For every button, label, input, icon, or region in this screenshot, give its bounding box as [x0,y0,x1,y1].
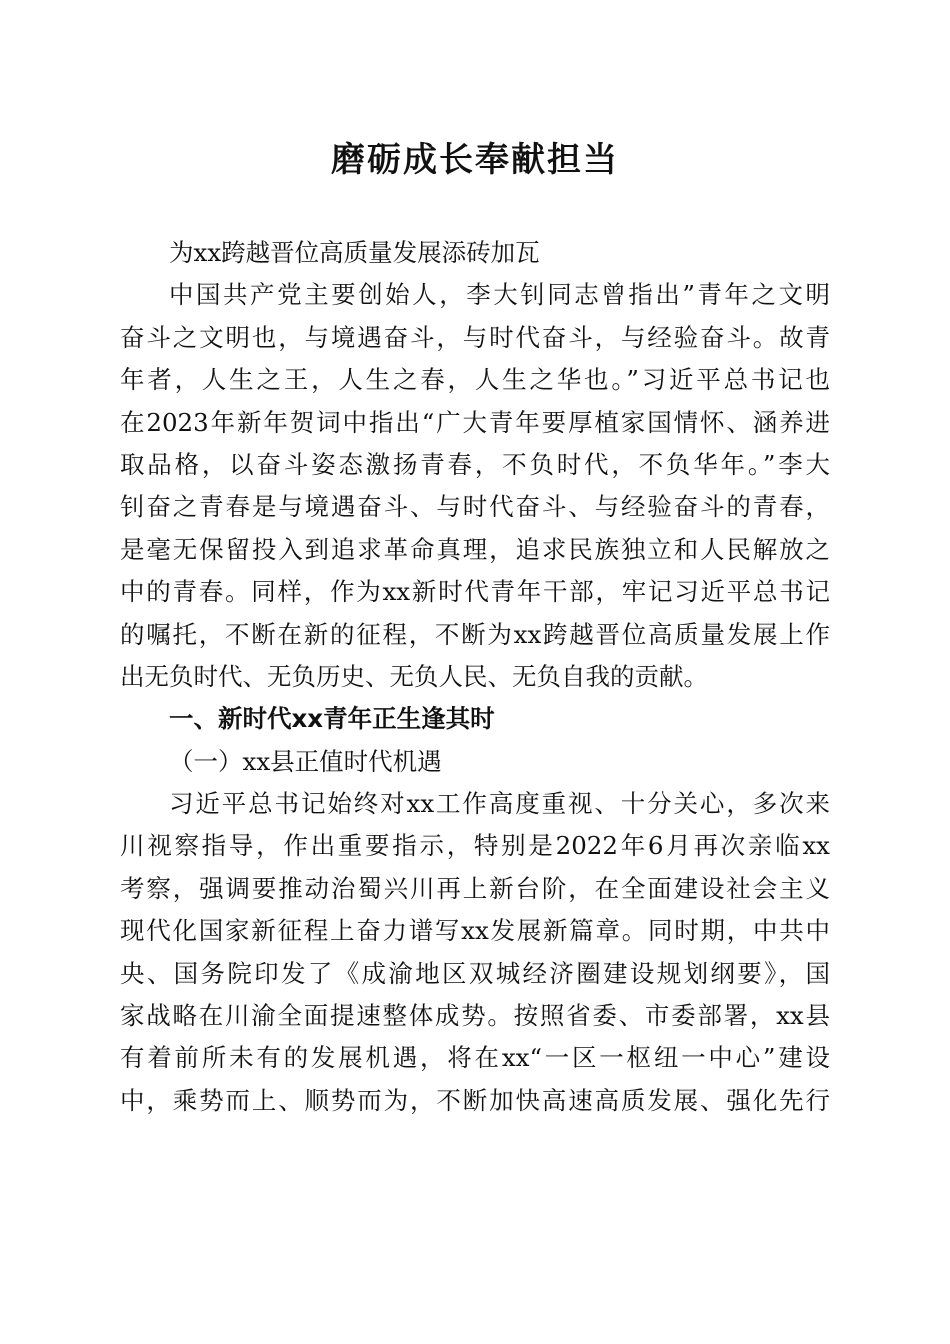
document-title: 磨砺成长奉献担当 [331,140,619,180]
paragraph-line: 现代化国家新征程上奋力谱写xx发展新篇章。同时期，中共中 [120,916,830,946]
section-heading: 一、新时代xx青年正生逢其时 [169,704,495,734]
subtitle-line: 为xx跨越晋位高质量发展添砖加瓦 [169,238,540,267]
paragraph-line: 川视察指导，作出重要指示，特别是2022年6月再次亲临xx [120,831,830,861]
paragraph-line: 央、国务院印发了《成渝地区双城经济圈建设规划纲要》，国 [120,958,830,988]
paragraph-line: 中的青春。同样，作为xx新时代青年干部，牢记习近平总书记 [120,577,830,607]
paragraph-line: 习近平总书记始终对xx工作高度重视、十分关心，多次来 [169,789,830,819]
paragraph-line: 钊奋之青春是与境遇奋斗、与时代奋斗、与经验奋斗的青春， [120,492,830,522]
paragraph-line: 取品格，以奋斗姿态激扬青春，不负时代，不负华年。”李大 [120,449,830,479]
subsection-heading: （一）xx县正值时代机遇 [169,746,442,776]
paragraph-line: 家战略在川渝全面提速整体成势。按照省委、市委部署，xx县 [120,1001,830,1031]
paragraph-line: 中，乘势而上、顺势而为，不断加快高速高质发展、强化先行 [120,1085,830,1115]
paragraph-line: 的嘱托，不断在新的征程，不断为xx跨越晋位高质量发展上作 [120,619,830,649]
paragraph-line: 出无负时代、无负历史、无负人民、无负自我的贡献。 [120,661,708,691]
paragraph-line: 中国共产党主要创始人，李大钊同志曾指出”青年之文明 [169,280,830,310]
paragraph-line: 在2023年新年贺词中指出“广大青年要厚植家国情怀、涵养进 [120,407,830,437]
paragraph-line: 考察，强调要推动治蜀兴川再上新台阶，在全面建设社会主义 [120,873,830,903]
paragraph-line: 年者，人生之王，人生之春，人生之华也。”习近平总书记也 [120,365,830,395]
paragraph-line: 有着前所未有的发展机遇，将在xx“一区一枢纽一中心”建设 [120,1043,830,1073]
paragraph-line: 是毫无保留投入到追求革命真理，追求民族独立和人民解放之 [120,534,830,564]
paragraph-line: 奋斗之文明也，与境遇奋斗，与时代奋斗，与经验奋斗。故青 [120,322,830,352]
document-body [120,232,830,1122]
